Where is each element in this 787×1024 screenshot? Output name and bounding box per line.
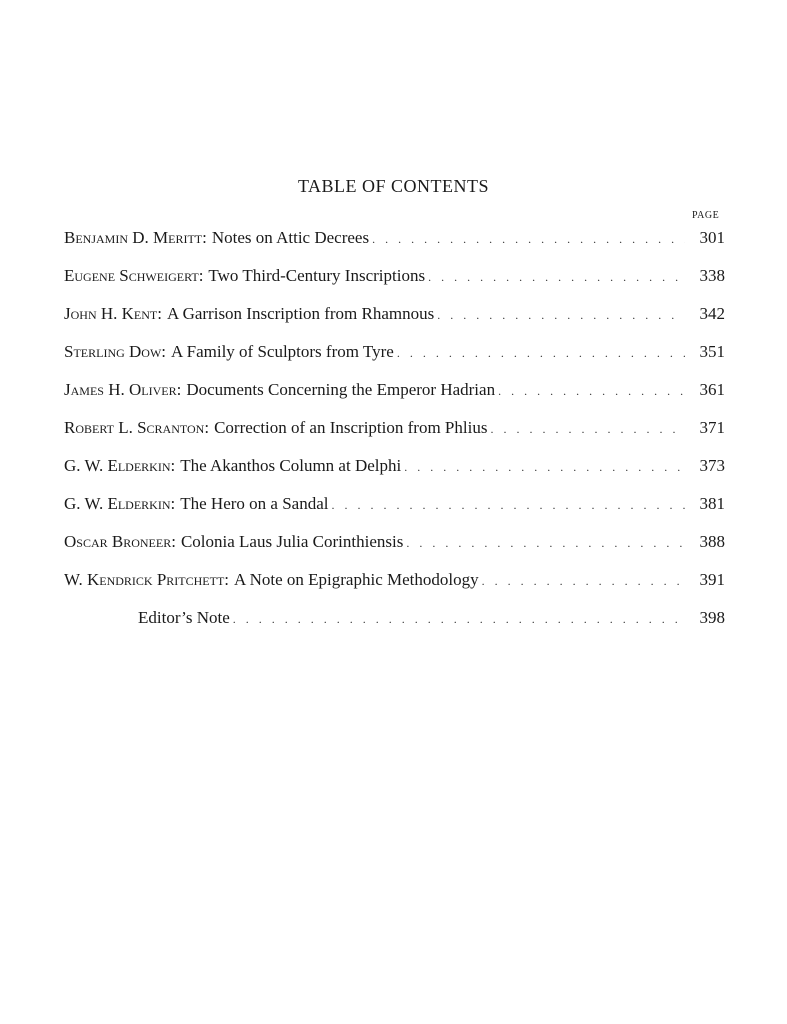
toc-entry-page: 361 [699, 380, 725, 399]
toc-entry-title: Documents Concerning the Emperor Hadrian [186, 380, 496, 399]
toc-entry[interactable] [64, 532, 725, 570]
page-title: TABLE OF CONTENTS [297, 176, 490, 196]
toc-entry[interactable] [64, 266, 725, 304]
toc-entry-title: Colonia Laus Julia Corinthiensis [180, 532, 404, 551]
toc-entry-separator: : [224, 570, 230, 589]
toc-entry-page: 301 [699, 228, 725, 247]
toc-entry-separator: : [176, 380, 182, 399]
toc-entry-author: Eugene Schweigert [64, 266, 199, 285]
dot-leader [437, 308, 685, 323]
toc-entry-page: 391 [699, 570, 725, 589]
dot-leader [331, 498, 685, 513]
toc-entry-title: Editor’s Note [138, 608, 230, 627]
toc-entry-title: The Hero on a Sandal [180, 494, 329, 513]
toc-entry-page: 342 [699, 304, 725, 323]
toc-entry-page: 371 [699, 418, 725, 437]
toc-entry[interactable] [64, 380, 725, 418]
toc-entry[interactable] [64, 456, 725, 494]
toc-entry-author: Oscar Broneer [64, 532, 172, 551]
toc-entry-author: James H. Oliver [64, 380, 177, 399]
toc-entry-author: G. W. Elderkin [64, 494, 171, 513]
toc-entry-author: G. W. Elderkin [64, 456, 171, 475]
toc-entry[interactable] [64, 342, 725, 380]
toc-entry-separator: : [202, 228, 207, 247]
toc-entry-title: A Family of Sculptors from Tyre [171, 342, 394, 361]
toc-entry-separator: : [170, 456, 176, 475]
toc-entry-title: Correction of an Inscription from Phlius [214, 418, 488, 437]
toc-entry-author: John H. Kent [64, 304, 158, 323]
dot-leader [397, 346, 685, 361]
toc-entry-page: 398 [699, 608, 725, 627]
table-of-contents [64, 228, 725, 646]
toc-entry-author: Sterling Dow [64, 342, 162, 361]
toc-entry-separator: : [171, 532, 176, 551]
toc-entry-page: 373 [699, 456, 725, 475]
toc-entry-page: 351 [699, 342, 725, 361]
toc-entry[interactable] [64, 304, 725, 342]
dot-leader [372, 232, 685, 247]
toc-entry-title: The Akanthos Column at Delphi [180, 456, 402, 475]
dot-leader [428, 270, 685, 285]
toc-entry[interactable] [64, 228, 725, 266]
toc-entry[interactable] [64, 494, 725, 532]
dot-leader [233, 612, 685, 627]
toc-entry-author: Robert L. Scranton [64, 418, 205, 437]
toc-entry[interactable] [64, 570, 725, 608]
toc-entry-separator: : [170, 494, 176, 513]
toc-entry-separator: : [198, 266, 204, 285]
toc-entry-title: A Note on Epigraphic Methodology [234, 570, 479, 589]
toc-entry-title: Notes on Attic Decrees [211, 228, 370, 247]
toc-entry-page: 338 [699, 266, 725, 285]
toc-entry-editors-note[interactable] [64, 608, 725, 646]
toc-entry-separator: : [161, 342, 167, 361]
toc-entry-title: Two Third-Century Inscriptions [208, 266, 426, 285]
dot-leader [490, 422, 685, 437]
dot-leader [406, 536, 685, 551]
dot-leader [482, 574, 685, 589]
dot-leader [498, 384, 685, 399]
toc-entry-page: 388 [699, 532, 725, 551]
toc-entry-author: W. Kendrick Pritchett [64, 570, 225, 589]
toc-entry-author: Benjamin D. Meritt [64, 228, 203, 247]
toc-entry[interactable] [64, 418, 725, 456]
dot-leader [404, 460, 685, 475]
toc-entry-separator: : [204, 418, 210, 437]
toc-entry-page: 381 [699, 494, 725, 513]
page-column-header: PAGE [692, 210, 720, 221]
toc-entry-title: A Garrison Inscription from Rhamnous [166, 304, 435, 323]
toc-entry-separator: : [157, 304, 162, 323]
